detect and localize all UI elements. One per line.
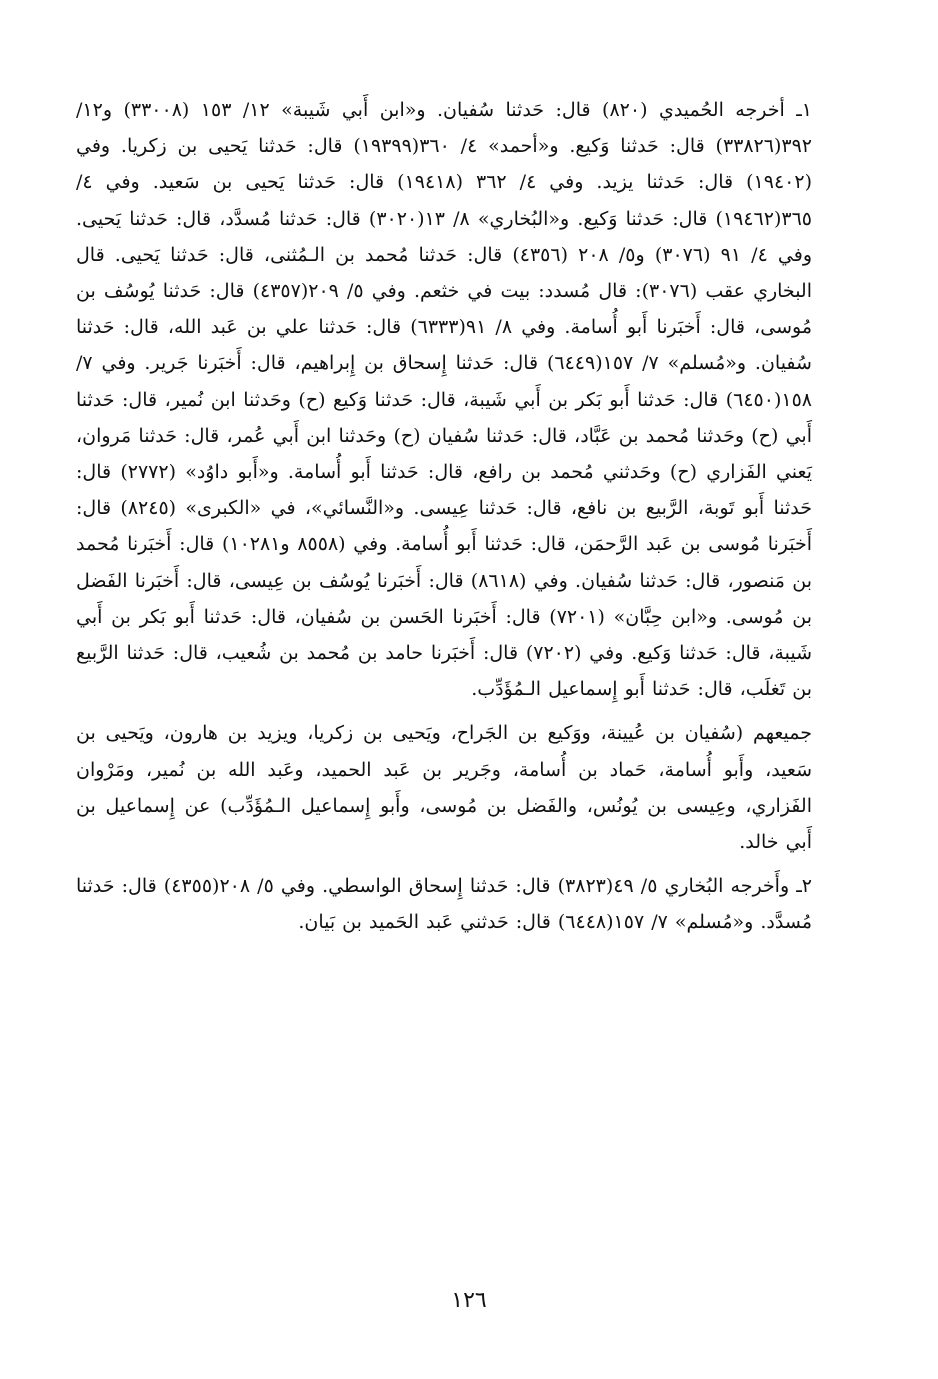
paragraph-takhrij-1: ١ـ أخرجه الحُميدي (٨٢٠) قال: حَدثنا سُفيان. و«ابن أَبي شَيبة» ١٢/ ١٥٣ (٣٣٠٠٨) و١٢/ ٣٩٢(٣٣٨٢٦) قال: حَدثنا وَكيع. و«أحمد» ٤/ ٣٦٠(١٩٣٩٩) قال: حَدثنا يَحيى بن زكريا. وفي (١٩٤٠٢) قال: حَدثنا يزيد. وفي ٤/ ٣٦٢ (١٩٤١٨) قال: حَدثنا يَحيى بن سَعيد. وفي ٤/ ٣٦٥(١٩٤٦٢) قال: حَدثنا وَكيع. و«البُخاري» ٨/ ١٣(٣٠٢٠) قال: حَدثنا مُسدَّد، قال: حَدثنا يَحيى. وفي ٤/ ٩١ (٣٠٧٦) و٥/ ٢٠٨ (٤٣٥٦) قال: حَدثنا مُحمد بن الـمُثنى، قال: حَدثنا يَحيى. قال البخاري عقب (٣٠٧٦): قال مُسدد: بيت في خثعم. وفي ٥/ ٢٠٩(٤٣٥٧) قال: حَدثنا يُوسُف بن مُوسى، قال: أَخبَرنا أَبو أُسامة. وفي ٨/ ٩١(٦٣٣٣) قال: حَدثنا علي بن عَبد الله، قال: حَدثنا سُفيان. و«مُسلم» ٧/ ١٥٧(٦٤٤٩) قال: حَدثنا إِسحاق بن إِبراهيم، قال: أَخبَرنا جَرير. وفي ٧/ ١٥٨(٦٤٥٠) قال: حَدثنا أَبو بَكر بن أَبي شَيبة، قال: حَدثنا وَكيع (ح) وحَدثنا ابن نُمير، قال: حَدثنا أَبي (ح) وحَدثنا مُحمد بن عَبَّاد، قال: حَدثنا سُفيان (ح) وحَدثنا ابن أَبي عُمر، قال: حَدثنا مَروان، يَعني الفَزاري (ح) وحَدثني مُحمد بن رافع، قال: حَدثنا أَبو أُسامة. و«أَبو داوُد» (٢٧٧٢) قال: حَدثنا أَبو تَوبة، الرَّبيع بن نافع، قال: حَدثنا عِيسى. و«النَّسائي»، في «الكبرى» (٨٢٤٥) قال: أَخبَرنا مُوسى بن عَبد الرَّحمَن، قال: حَدثنا أَبو أُسامة. وفي (٨٥٥٨ و١٠٢٨١) قال: أَخبَرنا مُحمد بن مَنصور، قال: حَدثنا سُفيان. وفي (٨٦١٨) قال: أَخبَرنا يُوسُف بن عِيسى، قال: أَخبَرنا الفَضل بن مُوسى. و«ابن حِبَّان» (٧٢٠١) قال: أَخبَرنا الحَسن بن سُفيان، قال: حَدثنا أَبو بَكر بن أَبي شَيبة، قال: حَدثنا وَكيع. وفي (٧٢٠٢) قال: أَخبَرنا حامد بن مُحمد بن شُعيب، قال: حَدثنا الرَّبيع بن تَغلَب، قال: حَدثنا أَبو إِسماعيل الـمُؤَدِّب. xyxy=(76,99,813,701)
page-number: ١٢٦ xyxy=(451,1288,487,1313)
paragraph-summary: جميعهم (سُفيان بن عُيينة، ووَكيع بن الجَراح، ويَحيى بن زكريا، ويزيد بن هارون، ويَحيى بن سَعيد، وأَبو أُسامة، حَماد بن أُسامة، وجَرير بن عَبد الحميد، وعَبد الله بن نُمير، ومَرْوان الفَزاري، وعِيسى بن يُونُس، والفَضل بن مُوسى، وأَبو إِسماعيل الـمُؤَدِّب) عن إِسماعيل بن أَبي خالد. xyxy=(76,722,812,854)
paragraph-takhrij-2: ٢ـ وأَخرجه البُخاري ٥/ ٤٩(٣٨٢٣) قال: حَدثنا إِسحاق الواسطي. وفي ٥/ ٢٠٨(٤٣٥٥) قال: حَدثنا مُسدَّد. و«مُسلم» ٧/ ١٥٧(٦٤٤٨) قال: حَدثني عَبد الحَميد بن بَيان. xyxy=(76,875,813,934)
page-body xyxy=(76,92,812,941)
